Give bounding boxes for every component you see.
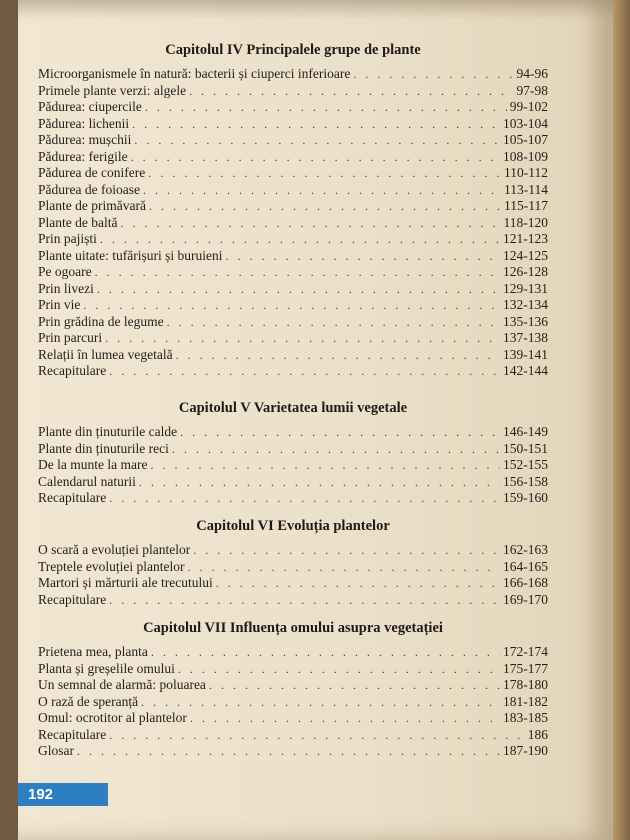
chapter-heading: Capitolul VII Influența omului asupra vegetației <box>143 620 443 636</box>
toc-entry-pages: 108-109 <box>503 148 548 164</box>
toc-entry-pages: 142-144 <box>503 363 548 378</box>
toc-entry-pages: 181-182 <box>503 693 548 709</box>
toc-entry <box>38 490 548 507</box>
toc-entry <box>38 314 548 331</box>
toc-entry <box>38 424 548 441</box>
toc-entry-title: Plante din ținuturile calde <box>38 424 178 439</box>
toc-entry-title: Plante din ținuturile reci <box>38 440 169 456</box>
toc-entry-pages: 183-185 <box>503 710 548 725</box>
chapter-section <box>38 40 548 380</box>
toc-entry <box>38 677 548 694</box>
toc-entry-title: Martori și mărturii ale trecutului <box>38 575 213 590</box>
toc-entry <box>38 281 548 298</box>
toc-entry <box>38 457 548 474</box>
toc-entry-title: Pădurea: lichenii <box>38 115 130 131</box>
chapter-section <box>38 398 548 507</box>
toc-entry <box>38 347 548 364</box>
dot-leader <box>95 264 500 281</box>
toc-entry <box>38 542 548 559</box>
toc-entry <box>38 644 548 661</box>
toc-entry-pages: 137-138 <box>503 330 548 345</box>
toc-entry-pages: 103-104 <box>503 115 548 131</box>
toc-entry-title: Pădurea de conifere <box>38 165 146 180</box>
toc-entry <box>38 66 548 83</box>
dot-leader <box>139 474 500 491</box>
toc-entry-title: Recapitulare <box>38 490 107 505</box>
dot-leader <box>145 99 507 116</box>
toc-entry-title: Calendarul naturii <box>38 473 136 489</box>
toc-entry-title: Pădurea: ferigile <box>38 148 128 164</box>
dot-leader <box>77 743 500 760</box>
toc-entry-title: Prin vie <box>38 297 81 312</box>
toc-entry-pages: 150-151 <box>503 440 548 456</box>
toc-entry-title: Pădurea de foioase <box>38 181 140 197</box>
toc-entry <box>38 710 548 727</box>
toc-entry-title: Glosar <box>38 743 74 758</box>
toc-entry-title: Prin grădina de legume <box>38 313 164 329</box>
dot-leader <box>209 677 500 694</box>
toc-entry <box>38 474 548 491</box>
dot-leader <box>131 149 500 166</box>
toc-entry-pages: 162-163 <box>503 542 548 557</box>
dot-leader <box>216 575 500 592</box>
dot-leader <box>193 542 500 559</box>
toc-entry-pages: 187-190 <box>503 743 548 758</box>
toc-entry <box>38 116 548 133</box>
toc-entry <box>38 441 548 458</box>
toc-entry-pages: 129-131 <box>503 280 548 296</box>
toc-entry-pages: 166-168 <box>503 575 548 590</box>
chapter-section <box>38 516 548 608</box>
toc-entry <box>38 149 548 166</box>
chapter-heading: Capitolul IV Principalele grupe de plante <box>165 42 421 58</box>
dot-leader <box>149 198 501 215</box>
dot-leader <box>100 231 500 248</box>
toc-entry-pages: 124-125 <box>503 247 548 263</box>
dot-leader <box>132 116 500 133</box>
page-top-shadow <box>18 0 613 20</box>
dot-leader <box>143 182 501 199</box>
dot-leader <box>97 281 500 298</box>
toc-entry-title: Pădurea: mușchii <box>38 132 132 147</box>
dot-leader <box>83 297 500 314</box>
toc-entry-title: Pădurea: ciupercile <box>38 99 142 114</box>
toc-entry-title: Plante de baltă <box>38 214 118 230</box>
dot-leader <box>109 592 500 609</box>
toc-entry <box>38 743 548 760</box>
dot-leader <box>109 727 525 744</box>
dot-leader <box>172 441 500 458</box>
toc-entry-title: O rază de speranță <box>38 693 139 709</box>
toc-entry-title: Recapitulare <box>38 726 107 742</box>
dot-leader <box>148 165 501 182</box>
toc-entry-pages: 159-160 <box>503 490 548 505</box>
dot-leader <box>190 710 500 727</box>
toc-entry <box>38 165 548 182</box>
toc-entry-title: Recapitulare <box>38 363 107 378</box>
toc-entry-pages: 146-149 <box>503 424 548 439</box>
page-edge <box>613 0 630 840</box>
toc-entry-title: O scară a evoluției plantelor <box>38 542 191 557</box>
toc-entry-pages: 126-128 <box>503 264 548 279</box>
toc-entry-pages: 178-180 <box>503 677 548 692</box>
dot-leader <box>120 215 500 232</box>
chapter-section <box>38 618 548 760</box>
toc-entry <box>38 99 548 116</box>
toc-entry-title: Prin parcuri <box>38 330 103 345</box>
dot-leader <box>151 644 500 661</box>
toc-entry <box>38 661 548 678</box>
toc-entry-pages: 172-174 <box>503 644 548 659</box>
dot-leader <box>141 694 500 711</box>
toc-entry <box>38 264 548 281</box>
dot-leader <box>178 661 500 678</box>
toc-entry-pages: 97-98 <box>516 82 548 98</box>
toc-entry <box>38 363 548 380</box>
dot-leader <box>180 424 500 441</box>
toc-entry-title: Plante uitate: tufărișuri și buruieni <box>38 247 223 263</box>
toc-entry <box>38 231 548 248</box>
toc-entry-pages: 118-120 <box>503 214 548 230</box>
dot-leader <box>109 363 500 380</box>
toc-entry-title: Recapitulare <box>38 591 107 607</box>
toc-entry-title: De la munte la mare <box>38 457 148 472</box>
page-number: 192 <box>18 783 108 806</box>
toc-entry-title: Prin pajiști <box>38 231 97 246</box>
toc-entry-title: Planta și greșelile omului <box>38 660 175 676</box>
toc-entry-pages: 121-123 <box>503 231 548 246</box>
toc-entry-pages: 139-141 <box>503 346 548 362</box>
toc-entry-title: Un semnal de alarmă: poluarea <box>38 677 206 692</box>
toc-entry-title: Relații în lumea vegetală <box>38 346 173 362</box>
toc-entry-pages: 110-112 <box>504 165 548 180</box>
toc-entry-title: Pe ogoare <box>38 264 92 279</box>
chapter-heading: Capitolul V Varietatea lumii vegetale <box>178 400 408 416</box>
toc-entry-pages: 186 <box>527 726 548 742</box>
toc-entry-title: Microorganismele în natură: bacterii și ciuperci inferioare <box>38 66 351 81</box>
toc-entry-pages: 152-155 <box>503 457 548 472</box>
toc-entry-pages: 132-134 <box>503 297 548 312</box>
toc-entry-pages: 169-170 <box>503 591 548 607</box>
dot-leader <box>353 66 513 83</box>
toc-entry <box>38 575 548 592</box>
toc-entry <box>38 727 548 744</box>
toc-entry-pages: 94-96 <box>516 66 548 81</box>
dot-leader <box>189 83 513 100</box>
toc-entry-title: Primele plante verzi: algele <box>38 82 187 98</box>
toc-entry-pages: 99-102 <box>509 99 548 114</box>
toc-entry-pages: 175-177 <box>503 660 548 676</box>
toc-entry-pages: 113-114 <box>504 181 548 197</box>
toc-entry <box>38 132 548 149</box>
dot-leader <box>150 457 500 474</box>
toc-entry-pages: 156-158 <box>503 473 548 489</box>
toc-entry <box>38 330 548 347</box>
toc-entry-title: Prin livezi <box>38 280 94 296</box>
toc-entry-pages: 164-165 <box>503 558 548 574</box>
chapter-heading: Capitolul VI Evoluția plantelor <box>196 518 390 534</box>
toc-entry <box>38 83 548 100</box>
toc-entry <box>38 248 548 265</box>
dot-leader <box>105 330 500 347</box>
dot-leader <box>225 248 500 265</box>
toc-entry-title: Prietena mea, planta <box>38 644 148 659</box>
toc-entry-pages: 135-136 <box>503 313 548 329</box>
toc-entry-pages: 105-107 <box>503 132 548 147</box>
toc-entry-title: Plante de primăvară <box>38 198 146 213</box>
toc-entry-pages: 115-117 <box>504 198 548 213</box>
toc-entry <box>38 592 548 609</box>
toc-entry <box>38 198 548 215</box>
toc-entry <box>38 559 548 576</box>
dot-leader <box>167 314 500 331</box>
toc-entry <box>38 215 548 232</box>
dot-leader <box>134 132 500 149</box>
toc-entry-title: Treptele evoluției plantelor <box>38 558 185 574</box>
toc-entry <box>38 182 548 199</box>
toc-entry <box>38 694 548 711</box>
dot-leader <box>176 347 500 364</box>
dot-leader <box>109 490 500 507</box>
dot-leader <box>187 559 500 576</box>
toc-entry-title: Omul: ocrotitor al plantelor <box>38 710 187 725</box>
toc-entry <box>38 297 548 314</box>
